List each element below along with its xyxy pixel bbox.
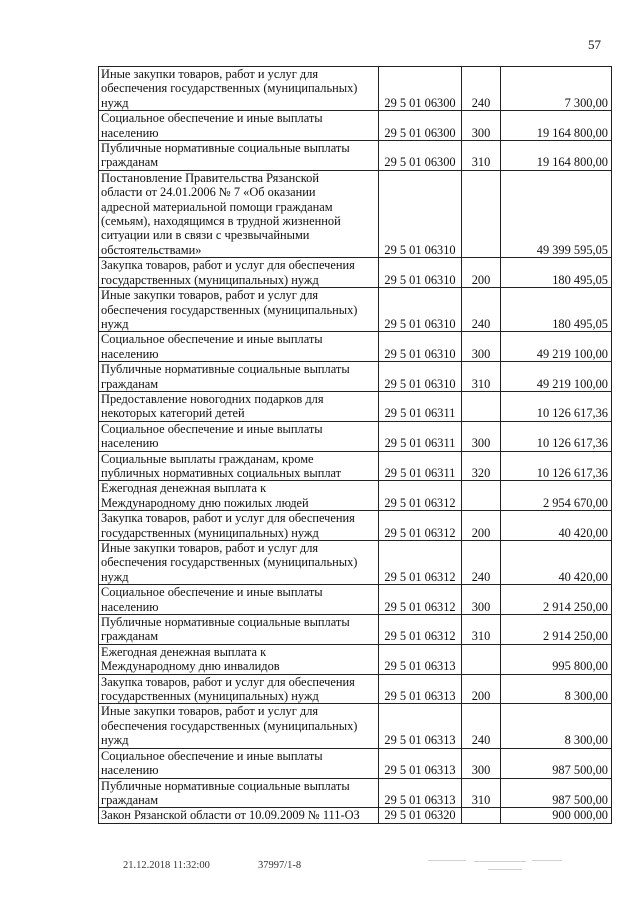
row-sum: 19 164 800,00: [501, 111, 612, 141]
row-name: Публичные нормативные социальные выплаты гражданам: [99, 141, 379, 171]
row-kvr: 200: [462, 674, 501, 704]
row-sum: 8 300,00: [501, 674, 612, 704]
row-kcsr: 29 5 01 06310: [379, 170, 462, 257]
table-row: [99, 421, 612, 451]
row-sum: 10 126 617,36: [501, 451, 612, 481]
row-name: Предоставление новогодних подарков для некоторых категорий детей: [99, 391, 379, 421]
table-row: [99, 141, 612, 171]
row-name: Социальное обеспечение и иные выплаты населению: [99, 585, 379, 615]
row-kvr: [462, 644, 501, 674]
row-kcsr: 29 5 01 06312: [379, 511, 462, 541]
row-sum: 10 126 617,36: [501, 391, 612, 421]
row-sum: 10 126 617,36: [501, 421, 612, 451]
row-kvr: 300: [462, 332, 501, 362]
row-kcsr: 29 5 01 06310: [379, 288, 462, 332]
row-sum: 987 500,00: [501, 778, 612, 808]
row-kcsr: 29 5 01 06312: [379, 585, 462, 615]
row-name: Постановление Правительства Рязанской области от 24.01.2006 № 7 «Об оказании адресной материальной помощи гражданам (семьям), находящимся в трудной жизненной ситуации или в связи с чрезвычайными обстоятельствами»: [99, 170, 379, 257]
table-row: [99, 481, 612, 511]
row-kcsr: 29 5 01 06300: [379, 67, 462, 111]
row-name: Социальные выплаты гражданам, кроме публичных нормативных социальных выплат: [99, 451, 379, 481]
row-kvr: 240: [462, 541, 501, 585]
row-kcsr: 29 5 01 06313: [379, 748, 462, 778]
row-sum: 49 219 100,00: [501, 362, 612, 392]
row-name: Ежегодная денежная выплата к Международному дню пожилых людей: [99, 481, 379, 511]
row-kvr: [462, 391, 501, 421]
row-kcsr: 29 5 01 06313: [379, 778, 462, 808]
row-name: Закупка товаров, работ и услуг для обеспечения государственных (муниципальных) нужд: [99, 674, 379, 704]
row-kvr: 240: [462, 704, 501, 748]
row-sum: 49 399 595,05: [501, 170, 612, 257]
row-sum: 995 800,00: [501, 644, 612, 674]
row-sum: 8 300,00: [501, 704, 612, 748]
row-kcsr: 29 5 01 06311: [379, 421, 462, 451]
row-name: Иные закупки товаров, работ и услуг для обеспечения государственных (муниципальных) нужд: [99, 704, 379, 748]
row-kcsr: 29 5 01 06311: [379, 391, 462, 421]
footer-doc-number: 37997/1-8: [258, 860, 302, 871]
row-kcsr: 29 5 01 06310: [379, 362, 462, 392]
row-kcsr: 29 5 01 06300: [379, 141, 462, 171]
row-kvr: 300: [462, 111, 501, 141]
table-row: [99, 258, 612, 288]
row-kvr: 310: [462, 778, 501, 808]
table-row: [99, 704, 612, 748]
row-kcsr: 29 5 01 06312: [379, 615, 462, 645]
row-sum: 2 954 670,00: [501, 481, 612, 511]
table-row: [99, 451, 612, 481]
row-kcsr: 29 5 01 06310: [379, 258, 462, 288]
row-name: Закон Рязанской области от 10.09.2009 № 111-ОЗ: [99, 808, 379, 823]
row-kcsr: 29 5 01 06320: [379, 808, 462, 823]
row-name: Социальное обеспечение и иные выплаты населению: [99, 332, 379, 362]
row-sum: 19 164 800,00: [501, 141, 612, 171]
row-kvr: 310: [462, 615, 501, 645]
row-name: Публичные нормативные социальные выплаты гражданам: [99, 615, 379, 645]
table-row: [99, 170, 612, 257]
row-kvr: [462, 808, 501, 823]
row-sum: 987 500,00: [501, 748, 612, 778]
row-kvr: 310: [462, 362, 501, 392]
table-row: [99, 541, 612, 585]
budget-table: [98, 66, 612, 824]
table-row: [99, 288, 612, 332]
row-kcsr: 29 5 01 06300: [379, 111, 462, 141]
table-row: [99, 674, 612, 704]
page-number: 57: [588, 37, 601, 52]
row-kvr: 200: [462, 511, 501, 541]
row-kvr: 200: [462, 258, 501, 288]
row-kcsr: 29 5 01 06310: [379, 332, 462, 362]
row-sum: 180 495,05: [501, 258, 612, 288]
row-sum: 2 914 250,00: [501, 585, 612, 615]
table-row: [99, 511, 612, 541]
row-kcsr: 29 5 01 06313: [379, 644, 462, 674]
row-kvr: 240: [462, 288, 501, 332]
row-name: Закупка товаров, работ и услуг для обеспечения государственных (муниципальных) нужд: [99, 511, 379, 541]
row-kvr: 310: [462, 141, 501, 171]
table-row: [99, 391, 612, 421]
row-sum: 2 914 250,00: [501, 615, 612, 645]
scan-artifact: [428, 858, 568, 872]
row-kcsr: 29 5 01 06313: [379, 704, 462, 748]
row-kcsr: 29 5 01 06312: [379, 541, 462, 585]
row-name: Иные закупки товаров, работ и услуг для обеспечения государственных (муниципальных) нужд: [99, 67, 379, 111]
row-name: Ежегодная денежная выплата к Международному дню инвалидов: [99, 644, 379, 674]
row-kvr: 300: [462, 585, 501, 615]
row-name: Закупка товаров, работ и услуг для обеспечения государственных (муниципальных) нужд: [99, 258, 379, 288]
row-name: Социальное обеспечение и иные выплаты населению: [99, 748, 379, 778]
table-row: [99, 362, 612, 392]
table-row: [99, 644, 612, 674]
row-kvr: 320: [462, 451, 501, 481]
row-kvr: [462, 170, 501, 257]
table-row: [99, 615, 612, 645]
row-name: Иные закупки товаров, работ и услуг для обеспечения государственных (муниципальных) нужд: [99, 541, 379, 585]
table-row: [99, 585, 612, 615]
table-row: [99, 332, 612, 362]
row-kcsr: 29 5 01 06311: [379, 451, 462, 481]
row-name: Иные закупки товаров, работ и услуг для обеспечения государственных (муниципальных) нужд: [99, 288, 379, 332]
table-row: [99, 808, 612, 823]
row-sum: 40 420,00: [501, 511, 612, 541]
table-row: [99, 67, 612, 111]
row-kvr: 300: [462, 748, 501, 778]
row-name: Публичные нормативные социальные выплаты гражданам: [99, 778, 379, 808]
row-sum: 7 300,00: [501, 67, 612, 111]
table-row: [99, 778, 612, 808]
row-kvr: 300: [462, 421, 501, 451]
footer-timestamp: 21.12.2018 11:32:00: [123, 860, 210, 871]
table-row: [99, 748, 612, 778]
row-name: Публичные нормативные социальные выплаты гражданам: [99, 362, 379, 392]
row-name: Социальное обеспечение и иные выплаты населению: [99, 111, 379, 141]
row-kvr: [462, 481, 501, 511]
row-sum: 180 495,05: [501, 288, 612, 332]
row-name: Социальное обеспечение и иные выплаты населению: [99, 421, 379, 451]
row-sum: 40 420,00: [501, 541, 612, 585]
table-row: [99, 111, 612, 141]
row-kcsr: 29 5 01 06313: [379, 674, 462, 704]
row-sum: 900 000,00: [501, 808, 612, 823]
row-sum: 49 219 100,00: [501, 332, 612, 362]
row-kvr: 240: [462, 67, 501, 111]
row-kcsr: 29 5 01 06312: [379, 481, 462, 511]
